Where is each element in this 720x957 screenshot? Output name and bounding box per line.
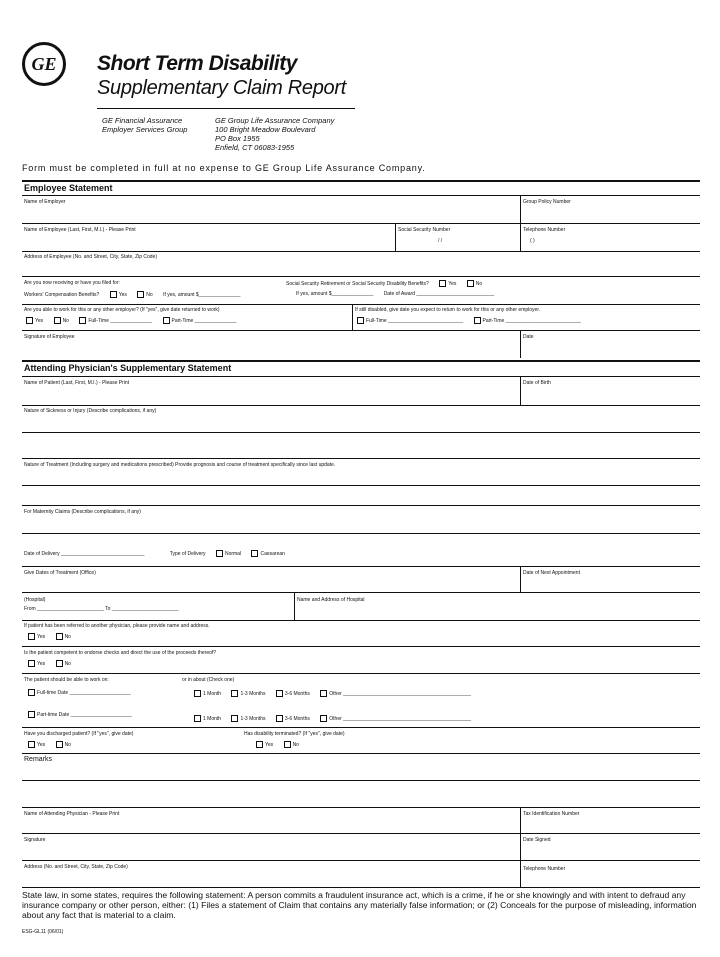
physician-signature-field[interactable]: Signature	[24, 837, 46, 843]
type-of-delivery-label: Type of Delivery	[169, 550, 206, 557]
ssn-field[interactable]: Social Security Number	[398, 227, 451, 233]
rule	[22, 780, 700, 781]
rule	[22, 304, 700, 305]
fulltime-row	[28, 689, 140, 696]
dates-treatment-field[interactable]: Give Dates of Treatment (Office)	[24, 570, 96, 576]
discharged-label: Have you discharged patient? (If "yes", give date)	[24, 731, 134, 737]
remarks-field[interactable]: Remarks	[24, 756, 53, 763]
rule	[22, 276, 700, 277]
hospital-label: (Hospital)	[24, 597, 46, 603]
next-appointment-field[interactable]: Date of Next Appointment	[523, 570, 580, 576]
wc-yes-checkbox[interactable]	[110, 291, 117, 298]
referred-options	[28, 633, 80, 640]
ss-amount-field[interactable]: If yes, amount $_______________	[296, 291, 374, 297]
logo-text: GE	[31, 53, 57, 74]
form-subtitle: Supplementary Claim Report	[97, 77, 346, 99]
no-label: No	[62, 317, 69, 324]
benefits-row	[24, 280, 129, 286]
ss-yes-checkbox[interactable]	[439, 280, 446, 287]
ss-benefits-row	[286, 280, 491, 287]
rule	[22, 376, 700, 377]
ssn-slashes: / /	[438, 238, 443, 244]
employee-section-title: Employee Statement	[24, 183, 113, 193]
yes-label: Yes	[35, 317, 44, 324]
competent-label: Is the patient competent to endorse checks and direct the use of the proceeds thereof?	[24, 650, 217, 656]
yes-label: Yes	[37, 633, 46, 640]
terminated-no-checkbox[interactable]	[284, 741, 291, 748]
rule	[22, 405, 700, 406]
form-title: Short Term Disability	[97, 52, 297, 75]
competent-no-checkbox[interactable]	[56, 660, 63, 667]
in-about-label: or in about (Check one)	[182, 677, 235, 683]
ss-amount-row	[296, 291, 503, 297]
three-six-label: 3-6 Months	[284, 715, 310, 722]
date-of-delivery-field[interactable]: Date of Delivery ______________________________	[24, 550, 145, 557]
parttime-field[interactable]: Part-Time _______________	[171, 317, 237, 324]
rule	[22, 727, 700, 728]
work-parttime-checkbox[interactable]	[163, 317, 170, 324]
employee-address-field[interactable]: Address of Employee (No. and Street, City, State, Zip Code)	[24, 254, 158, 260]
ft-3-6months-checkbox[interactable]	[276, 690, 283, 697]
workers-comp-label: Workers' Compensation Benefits?	[24, 291, 100, 298]
rule	[22, 180, 700, 182]
parttime-row	[28, 711, 141, 718]
ss-no-checkbox[interactable]	[467, 280, 474, 287]
terminated-yes-checkbox[interactable]	[256, 741, 263, 748]
divider	[294, 592, 295, 620]
physician-telephone-field[interactable]: Telephone Number	[523, 866, 566, 872]
hospital-name-field[interactable]: Name and Address of Hospital	[297, 597, 365, 603]
group-policy-field[interactable]: Group Policy Number	[523, 199, 571, 205]
ge-logo	[22, 42, 66, 86]
title-rule	[97, 108, 355, 109]
hospital-from-to-field[interactable]: From ________________________ To ________________________	[24, 606, 179, 612]
no-label: No	[146, 291, 153, 298]
one-three-label: 1-3 Months	[240, 690, 266, 697]
fulltime-duration-row	[194, 690, 480, 697]
nature-treatment-field[interactable]: Nature of Treatment (Including surgery and medications prescribed) Provide prognosis and course of treatment specifically since last update.	[24, 462, 336, 468]
company-left	[102, 116, 187, 134]
competent-options	[28, 660, 80, 667]
company-right-line: PO Box 1955	[215, 134, 260, 143]
delivery-row	[24, 550, 294, 557]
rule	[22, 533, 700, 534]
company-right-line: 100 Bright Meadow Boulevard	[215, 125, 316, 134]
ft-1-3months-checkbox[interactable]	[231, 690, 238, 697]
employee-name-field[interactable]: Name of Employee (Last, First, M.I.) - Please Print	[24, 227, 136, 233]
no-label: No	[292, 741, 299, 748]
divider	[520, 330, 521, 358]
wc-amount-field[interactable]: If yes, amount $_______________	[163, 291, 241, 298]
telephone-field[interactable]: Telephone Number	[523, 227, 566, 233]
rule	[22, 807, 700, 808]
fulltime-field[interactable]: Full-Time _______________	[88, 317, 153, 324]
normal-checkbox[interactable]	[216, 550, 223, 557]
rtw-fulltime-checkbox[interactable]	[28, 689, 35, 696]
divider	[520, 223, 521, 251]
parttime-duration-row	[194, 715, 480, 722]
maternity-field[interactable]: For Maternity Claims (Describe complications, if any)	[24, 509, 141, 515]
employee-date-field[interactable]: Date	[523, 334, 534, 340]
rule	[22, 887, 700, 888]
form-code: ESG-GL11 (06/01)	[22, 929, 64, 935]
notice: Form must be completed in full at no expense to GE Group Life Assurance Company.	[22, 163, 426, 173]
rule	[22, 753, 700, 754]
rule	[22, 620, 700, 621]
rule	[22, 223, 700, 224]
return-parttime-checkbox[interactable]	[474, 317, 481, 324]
company-right	[215, 116, 334, 152]
terminated-options	[256, 741, 308, 748]
physician-address-field[interactable]: Address (No. and Street, City, State, Zip Code)	[24, 864, 128, 870]
physician-name-field[interactable]: Name of Attending Physician - Please Print	[24, 811, 120, 817]
one-month-label: 1 Month	[203, 690, 222, 697]
pt-3-6months-checkbox[interactable]	[276, 715, 283, 722]
rule	[22, 833, 700, 834]
divider	[520, 195, 521, 223]
yes-label: Yes	[118, 291, 127, 298]
patient-name-field[interactable]: Name of Patient (Last, First, M.I.) - Please Print	[24, 380, 130, 386]
rule	[22, 505, 700, 506]
work-fulltime-checkbox[interactable]	[79, 317, 86, 324]
ft-other-checkbox[interactable]	[320, 690, 327, 697]
employee-signature-field[interactable]: Signature of Employee	[24, 334, 75, 340]
referred-yes-checkbox[interactable]	[28, 633, 35, 640]
rtw-fulltime-date-field[interactable]: Full-time Date ______________________	[37, 689, 131, 696]
tax-id-field[interactable]: Tax Identification Number	[523, 811, 580, 817]
one-three-label: 1-3 Months	[240, 715, 266, 722]
rule	[22, 330, 700, 331]
return-fulltime-checkbox[interactable]	[357, 317, 364, 324]
rule	[22, 485, 700, 486]
no-label: No	[64, 660, 71, 667]
wc-no-checkbox[interactable]	[137, 291, 144, 298]
terminated-label: Has disability terminated? (If "yes", give date)	[244, 731, 345, 737]
ft-other-field[interactable]: Other ______________________________________________	[329, 690, 472, 697]
normal-label: Normal	[224, 550, 242, 557]
company-left-line: Employer Services Group	[102, 125, 188, 134]
yes-label: Yes	[37, 660, 46, 667]
fraud-statement: State law, in some states, requires the following statement: A person commits a fraudulent insurance act, which is a crime, if he or she knowingly and with intent to defraud any insurance company or other person, either: (1) Files a statement of Claim that contains any materially false information; or (2) Conceals for the purpose of misleading, information about any fact that is material to a claim.	[22, 890, 697, 920]
caesarean-checkbox[interactable]	[251, 550, 258, 557]
work-on-label: The patient should be able to work on:	[24, 677, 109, 683]
date-signed-field[interactable]: Date Signed	[523, 837, 551, 843]
competent-yes-checkbox[interactable]	[28, 660, 35, 667]
referred-label: If patient has been referred to another physician, please provide name and address.	[24, 623, 210, 629]
ss-benefits-label: Social Security Retirement or Social Security Disability Benefits?	[286, 280, 429, 287]
referred-no-checkbox[interactable]	[56, 633, 63, 640]
rule	[22, 673, 700, 674]
pt-1-3months-checkbox[interactable]	[231, 715, 238, 722]
able-to-work-options	[26, 317, 245, 324]
rule	[22, 860, 700, 861]
physician-section-title: Attending Physician's Supplementary Statement	[24, 363, 232, 373]
company-left-line: GE Financial Assurance	[102, 116, 183, 125]
divider	[520, 807, 521, 887]
no-label: No	[64, 633, 71, 640]
receiving-label: Are you now receiving or have you filed for:	[24, 280, 120, 286]
phone-parens: ( )	[530, 238, 535, 244]
rule	[22, 251, 700, 252]
employer-name-field[interactable]: Name of Employer	[24, 199, 66, 205]
rule	[22, 195, 700, 196]
return-fulltime-field[interactable]: Full-Time ___________________________	[366, 317, 464, 324]
one-month-label: 1 Month	[203, 715, 222, 722]
caesarean-label: Caesarean	[260, 550, 285, 557]
yes-label: Yes	[37, 741, 46, 748]
yes-label: Yes	[448, 280, 457, 287]
discharged-no-checkbox[interactable]	[56, 741, 63, 748]
rule	[22, 360, 700, 362]
nature-sickness-field[interactable]: Nature of Sickness or Injury (Describe complications, if any)	[24, 408, 157, 414]
divider	[352, 304, 353, 330]
three-six-label: 3-6 Months	[284, 690, 310, 697]
rule	[22, 458, 700, 459]
company-right-line: Enfield, CT 06083-1955	[215, 143, 295, 152]
rtw-parttime-date-field[interactable]: Part-time Date ______________________	[37, 711, 132, 718]
work-yes-checkbox[interactable]	[26, 317, 33, 324]
rule	[22, 646, 700, 647]
date-of-birth-field[interactable]: Date of Birth	[523, 380, 551, 386]
divider	[520, 566, 521, 592]
company-right-line: GE Group Life Assurance Company	[215, 116, 335, 125]
yes-label: Yes	[265, 741, 274, 748]
return-parttime-field[interactable]: Part-Time ___________________________	[482, 317, 581, 324]
pt-1month-checkbox[interactable]	[194, 715, 201, 722]
discharged-yes-checkbox[interactable]	[28, 741, 35, 748]
rule	[22, 432, 700, 433]
pt-other-field[interactable]: Other ______________________________________________	[329, 715, 472, 722]
able-to-work-label: Are you able to work for this or any other employer? (If "yes", give date returned to work)	[24, 307, 220, 313]
divider	[520, 376, 521, 405]
no-label: No	[64, 741, 71, 748]
return-options	[357, 317, 590, 324]
workers-comp-row	[24, 291, 249, 298]
rule	[22, 592, 700, 593]
no-label: No	[475, 280, 483, 287]
discharged-options	[28, 741, 80, 748]
rtw-parttime-checkbox[interactable]	[28, 711, 35, 718]
date-of-award-field[interactable]: Date of Award ____________________________	[383, 291, 495, 297]
still-disabled-label: If still disabled, give date you expect to return to work for this or any other employer.	[355, 307, 541, 313]
work-no-checkbox[interactable]	[54, 317, 61, 324]
rule	[22, 566, 700, 567]
pt-other-checkbox[interactable]	[320, 715, 327, 722]
ft-1month-checkbox[interactable]	[194, 690, 201, 697]
divider	[395, 223, 396, 251]
